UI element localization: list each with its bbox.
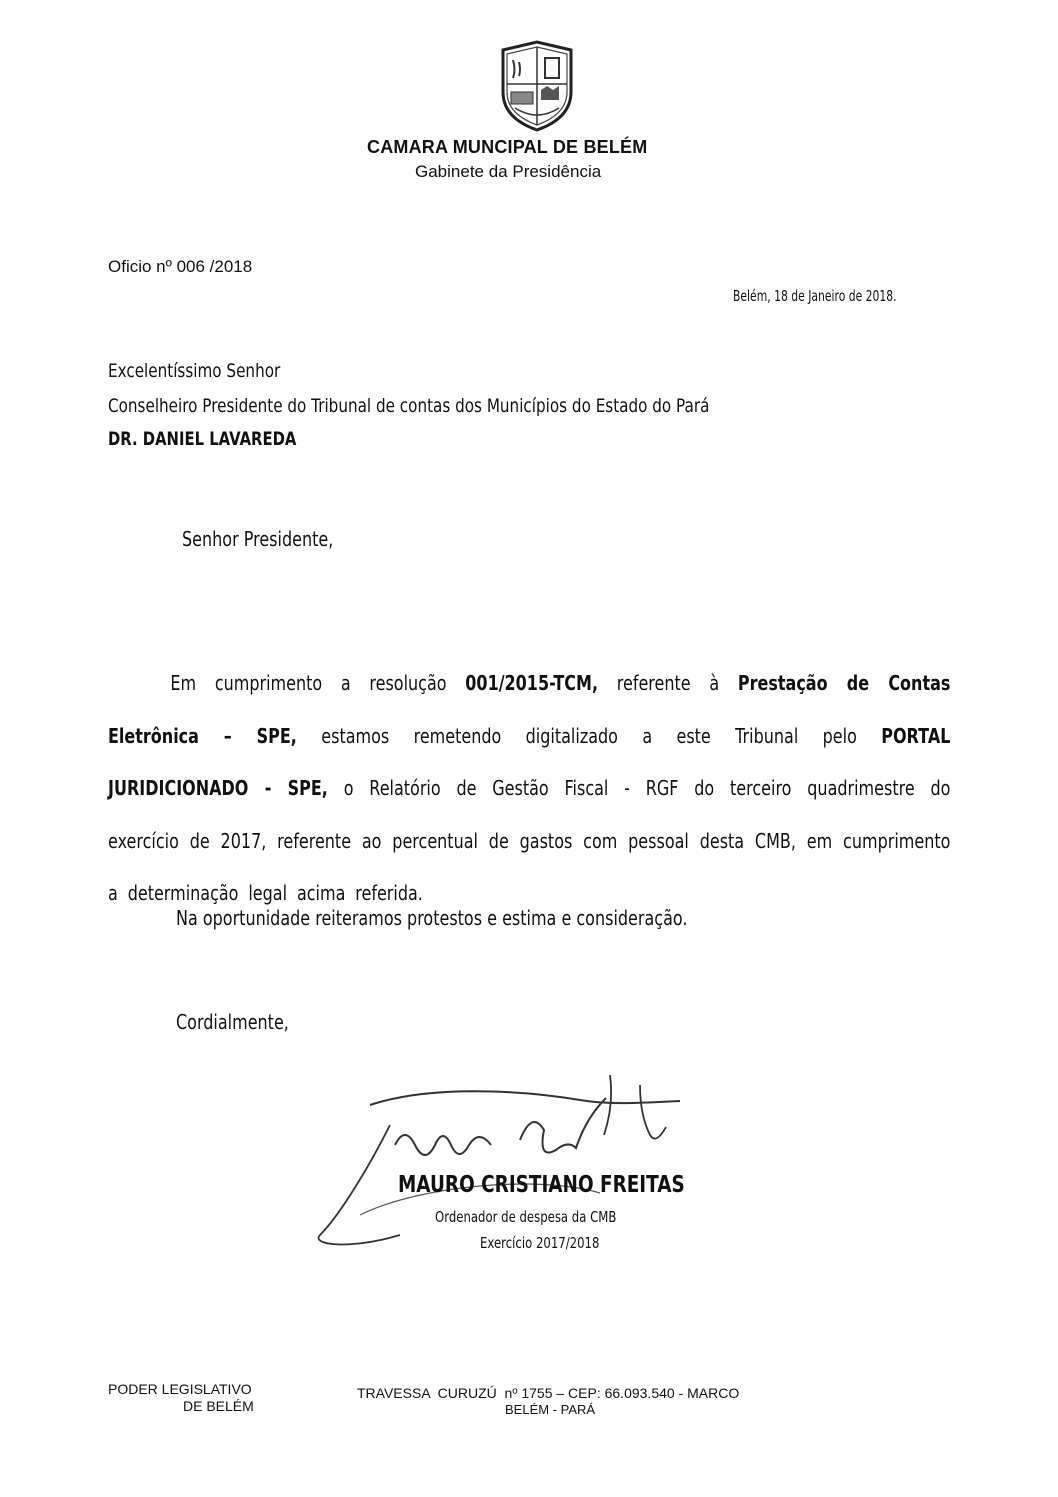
body-text-3: estamos remetendo digitalizado a este Tribunal pelo <box>321 723 857 748</box>
recipient-name: DR. DANIEL LAVAREDA <box>108 428 297 450</box>
signatory-name: MAURO CRISTIANO FREITAS <box>398 1172 685 1198</box>
signatory-term: Exercício 2017/2018 <box>480 1234 600 1252</box>
letter-reference: Oficio nº 006 /2018 <box>108 257 253 276</box>
footer-address-line2: BELÉM - PARÁ <box>505 1402 596 1417</box>
body-text-1: Em cumprimento a resolução <box>170 671 447 695</box>
letter-body <box>108 657 950 920</box>
footer-org-line2: DE BELÉM <box>183 1398 254 1414</box>
letter-date: Belém, 18 de Janeiro de 2018. <box>733 287 897 305</box>
sign-off: Cordialmente, <box>176 1010 289 1034</box>
institution-name: CAMARA MUNCIPAL DE BELÉM <box>367 137 648 157</box>
subject: Prestação de Contas Eletrônica – SPE, <box>108 671 951 748</box>
department-name: Gabinete da Presidência <box>415 162 602 181</box>
recipient-title: Conselheiro Presidente do Tribunal de contas dos Municípios do Estado do Pará <box>108 395 710 417</box>
resolution-number: 001/2015-TCM, <box>465 671 599 695</box>
coat-of-arms-icon <box>497 40 577 132</box>
body-text-4: o Relatório de Gestão Fiscal - RGF do terceiro quadrimestre do exercício de 2017, referente ao percentual de gastos com pessoal desta CMB, em cumprimento a determinação legal acima referida. <box>108 776 951 905</box>
footer-org-line1: PODER LEGISLATIVO <box>108 1381 252 1397</box>
portal-name: PORTAL JURIDICIONADO - SPE, <box>108 723 951 800</box>
salutation: Senhor Presidente, <box>182 527 334 551</box>
body-text-2: referente à <box>616 671 720 695</box>
recipient-greeting: Excelentíssimo Senhor <box>108 360 281 382</box>
closing-line: Na oportunidade reiteramos protestos e estima e consideração. <box>176 906 688 930</box>
signatory-role: Ordenador de despesa da CMB <box>435 1208 617 1226</box>
footer-address-line1: TRAVESSA CURUZÚ nº 1755 – CEP: 66.093.540 - MARCO <box>357 1385 740 1401</box>
